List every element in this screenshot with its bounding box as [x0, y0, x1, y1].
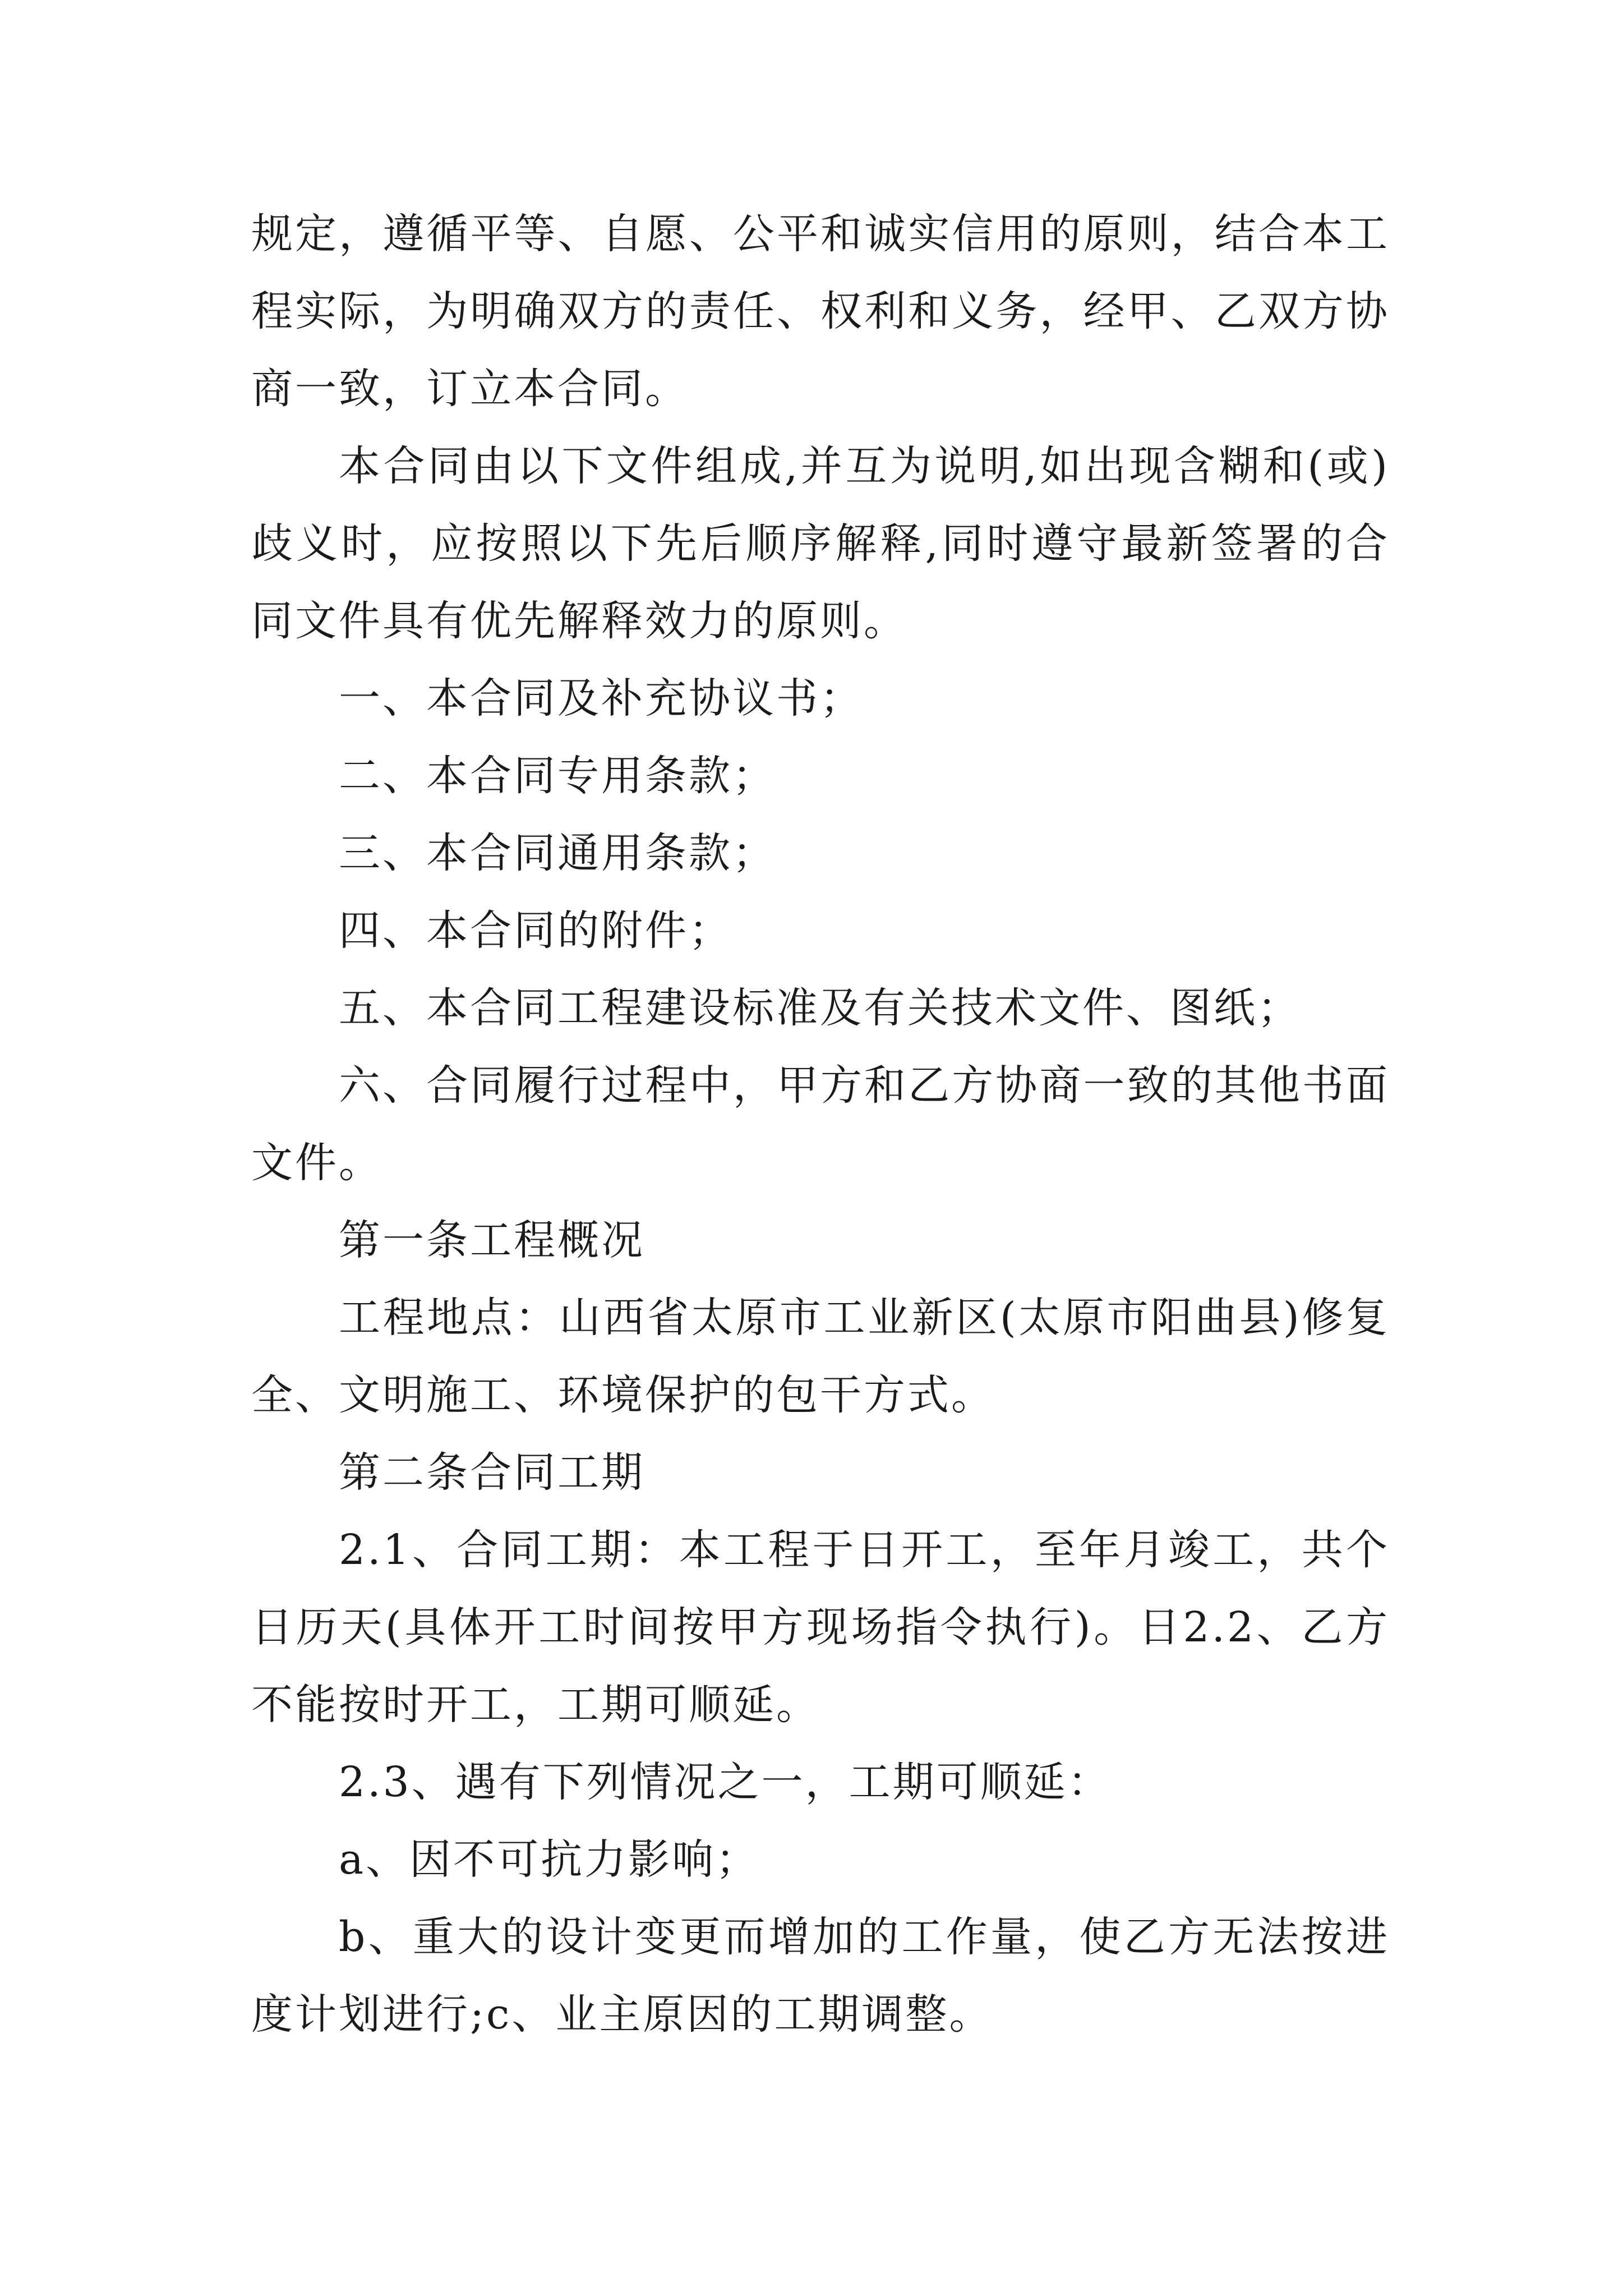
paragraph-contract-composition: 本合同由以下文件组成,并互为说明,如出现含糊和(或)歧义时，应按照以下先后顺序解释,同时遵守最新签署的合同文件具有优先解释效力的原则。	[251, 442, 1390, 645]
list-item-5: 五、本合同工程建设标准及有关技术文件、图纸；	[339, 984, 1301, 1032]
list-item-a: a、因不可抗力影响；	[339, 1835, 760, 1884]
heading-article-1: 第一条工程概况	[339, 1216, 645, 1264]
list-item-4: 四、本合同的附件；	[339, 907, 732, 955]
list-item-3: 三、本合同通用条款；	[339, 829, 776, 877]
list-item-6: 六、合同履行过程中，甲方和乙方协商一致的其他书面文件。	[251, 1061, 1390, 1187]
paragraph-clause-2-3: 2.3、遇有下列情况之一，工期可顺延：	[339, 1758, 1112, 1806]
heading-article-2: 第二条合同工期	[339, 1448, 645, 1497]
paragraph-project-location: 工程地点：山西省太原市工业新区(太原市阳曲县)修复全、文明施工、环境保护的包干方式。	[251, 1294, 1390, 1419]
list-item-2: 二、本合同专用条款；	[339, 752, 776, 800]
list-item-1: 一、本合同及补充协议书；	[339, 674, 864, 723]
document-body	[251, 195, 1390, 2053]
paragraph-principles: 规定，遵循平等、自愿、公平和诚实信用的原则，结合本工程实际，为明确双方的责任、权利和义务，经甲、乙双方协商一致，订立本合同。	[251, 210, 1390, 413]
paragraph-clause-2-1: 2.1、合同工期：本工程于日开工，至年月竣工，共个日历天(具体开工时间按甲方现场指令执行)。日2.2、乙方不能按时开工，工期可顺延。	[251, 1526, 1390, 1729]
list-item-b: b、重大的设计变更而增加的工作量，使乙方无法按进度计划进行;c、业主原因的工期调整。	[251, 1913, 1390, 2039]
